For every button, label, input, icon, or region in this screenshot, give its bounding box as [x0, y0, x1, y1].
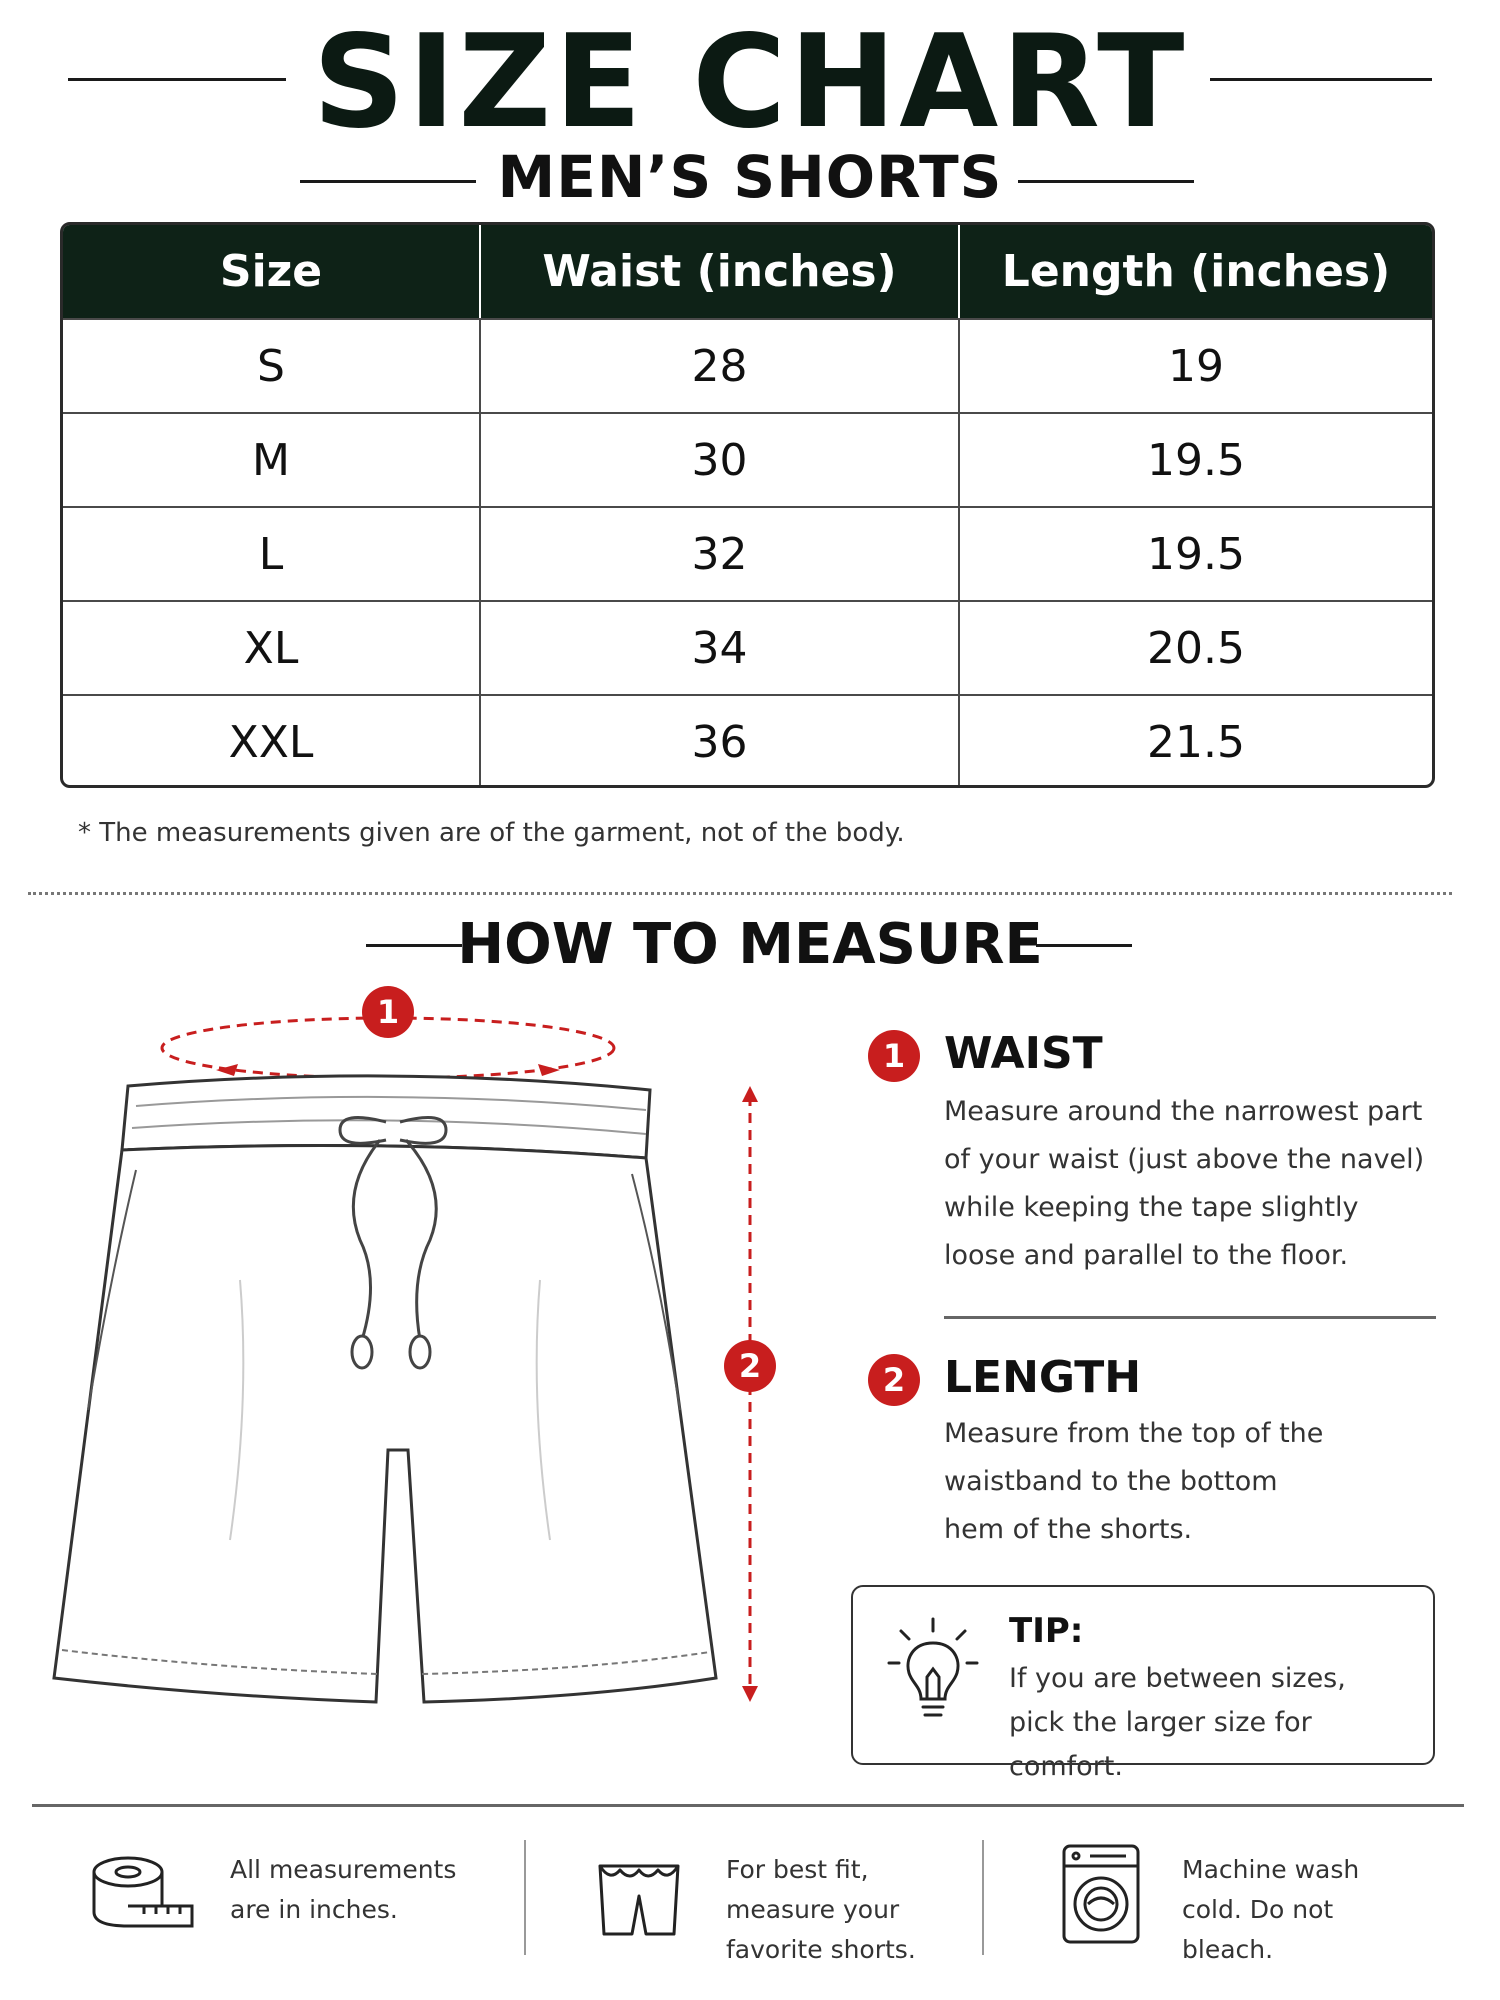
footer-line: bleach.: [1182, 1935, 1274, 1964]
shorts-outline-icon: [594, 1860, 684, 1940]
length-description: [944, 1410, 1444, 1554]
waist-description-line: of your waist (just above the navel): [944, 1144, 1425, 1175]
waist-description-line: Measure around the narrowest part: [944, 1096, 1423, 1127]
size-cell: L: [258, 528, 284, 580]
table-row: [63, 600, 1432, 694]
length-cell: 20.5: [958, 602, 1432, 694]
waist-cell: 32: [479, 508, 958, 600]
washing-machine-icon: [1060, 1842, 1142, 1946]
tip-box: [851, 1585, 1435, 1782]
lightbulb-icon: [883, 1613, 983, 1729]
column-header: Length (inches): [958, 225, 1432, 318]
waist-cell: 30: [479, 414, 958, 506]
shorts-diagram: [40, 980, 800, 1760]
footer-separator: [982, 1840, 984, 1955]
waist-description-line: loose and parallel to the floor.: [944, 1240, 1349, 1271]
waist-number-badge: 1: [868, 1030, 920, 1082]
diagram-waist-badge: 1: [362, 986, 414, 1038]
waist-cell: 34: [479, 602, 958, 694]
waist-length-divider: [944, 1316, 1436, 1319]
length-cell: 19.5: [958, 508, 1432, 600]
length-number-badge: 2: [868, 1354, 920, 1406]
waist-arrow-left: [216, 1064, 238, 1076]
tip-heading: TIP:: [1009, 1611, 1084, 1651]
length-cell: 19: [958, 320, 1432, 412]
footer-line: favorite shorts.: [726, 1935, 916, 1964]
table-header-row: [63, 225, 1432, 318]
waist-cell: 28: [479, 320, 958, 412]
page-subtitle: MEN’S SHORTS: [497, 143, 1003, 211]
waist-cell: 36: [479, 696, 958, 788]
diagram-length-badge: 2: [724, 1340, 776, 1392]
footer-line: cold. Do not: [1182, 1895, 1334, 1924]
footer-line: are in inches.: [230, 1895, 398, 1924]
how-to-measure-title: HOW TO MEASURE: [457, 912, 1043, 977]
tip-line: pick the larger size for comfort.: [1009, 1707, 1312, 1782]
footer-text-care: [1182, 1850, 1422, 1970]
length-cell: 21.5: [958, 696, 1432, 788]
measuring-tape-icon: [88, 1850, 198, 1940]
table-row: [63, 694, 1432, 788]
length-description-line: waistband to the bottom: [944, 1466, 1278, 1497]
size-cell: XXL: [228, 716, 314, 768]
footer-text-fit: [726, 1850, 966, 1970]
size-cell: S: [257, 340, 285, 392]
page-title: SIZE CHART: [312, 8, 1188, 157]
footer-separator: [524, 1840, 526, 1955]
length-cell: 19.5: [958, 414, 1432, 506]
waist-heading: WAIST: [944, 1028, 1103, 1079]
footer-line: measure your: [726, 1895, 900, 1924]
waist-arrow-right: [538, 1064, 560, 1076]
waist-description: [944, 1088, 1444, 1280]
tip-text: [1009, 1657, 1429, 1789]
measurement-note: * The measurements given are of the garment, not of the body.: [78, 818, 905, 848]
footer-line: For best fit,: [726, 1855, 869, 1884]
table-row: [63, 318, 1432, 412]
length-heading: LENGTH: [944, 1352, 1142, 1403]
footer-divider: [32, 1804, 1464, 1807]
column-header: Waist (inches): [479, 225, 958, 318]
size-cell: XL: [243, 622, 299, 674]
footer-line: All measurements: [230, 1855, 457, 1884]
length-description-line: Measure from the top of the: [944, 1418, 1324, 1449]
shorts-body: [54, 1146, 716, 1703]
table-row: [63, 506, 1432, 600]
tip-line: If you are between sizes,: [1009, 1663, 1346, 1694]
column-header: Size: [219, 246, 323, 297]
length-description-line: hem of the shorts.: [944, 1514, 1193, 1545]
section-divider: [28, 892, 1452, 895]
waist-description-line: while keeping the tape slightly: [944, 1192, 1359, 1223]
footer-text-units: [230, 1850, 470, 1930]
table-row: [63, 412, 1432, 506]
footer-line: Machine wash: [1182, 1855, 1360, 1884]
size-table: [60, 222, 1435, 788]
size-cell: M: [252, 434, 290, 486]
